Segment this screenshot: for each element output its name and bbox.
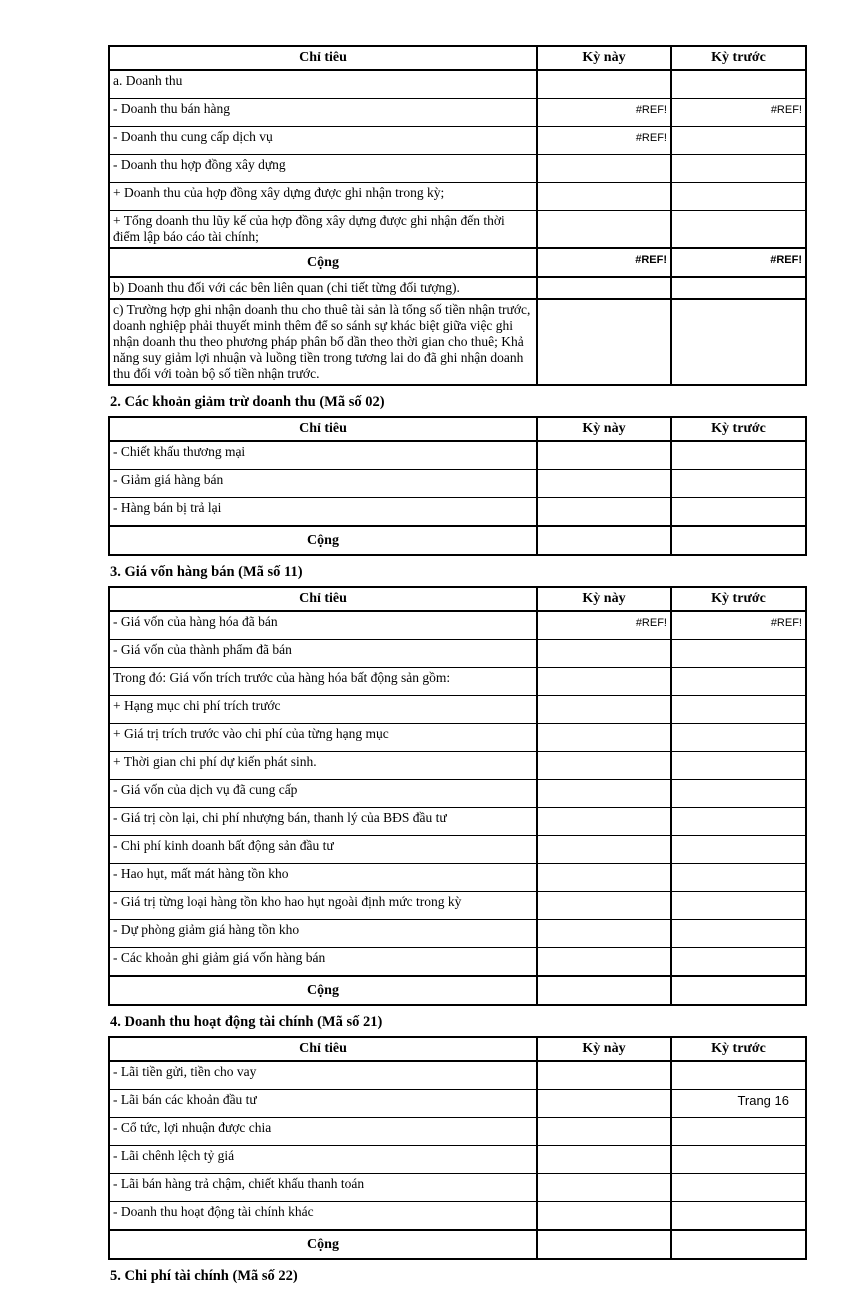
column-header-previous: Kỳ trước bbox=[671, 587, 806, 611]
value-previous: #REF! bbox=[671, 99, 806, 127]
value-previous: #REF! bbox=[671, 611, 806, 640]
column-header-label: Chỉ tiêu bbox=[109, 1037, 537, 1061]
value-previous bbox=[671, 668, 806, 696]
value-previous bbox=[671, 892, 806, 920]
table-row bbox=[109, 277, 806, 299]
value-current bbox=[537, 211, 671, 249]
header-row bbox=[109, 1037, 806, 1061]
value-current bbox=[537, 976, 671, 1005]
total-row bbox=[109, 976, 806, 1005]
value-current bbox=[537, 836, 671, 864]
table-row bbox=[109, 99, 806, 127]
table-row bbox=[109, 668, 806, 696]
row-label: - Giá trị còn lại, chi phí nhượng bán, thanh lý của BĐS đầu tư bbox=[109, 808, 537, 836]
row-label: - Hàng bán bị trả lại bbox=[109, 498, 537, 527]
row-label: - Giá vốn của thành phẩm đã bán bbox=[109, 640, 537, 668]
row-label: Cộng bbox=[109, 1230, 537, 1259]
header-row bbox=[109, 46, 806, 70]
table-row bbox=[109, 1118, 806, 1146]
value-previous bbox=[671, 441, 806, 470]
table-row bbox=[109, 441, 806, 470]
row-label: b) Doanh thu đối với các bên liên quan (chi tiết từng đối tượng). bbox=[109, 277, 537, 299]
table-row bbox=[109, 836, 806, 864]
value-previous bbox=[671, 976, 806, 1005]
table-row bbox=[109, 752, 806, 780]
value-previous bbox=[671, 1174, 806, 1202]
row-label: - Hao hụt, mất mát hàng tồn kho bbox=[109, 864, 537, 892]
header-row bbox=[109, 417, 806, 441]
value-current bbox=[537, 1202, 671, 1231]
value-current bbox=[537, 1174, 671, 1202]
row-label: - Lãi tiền gửi, tiền cho vay bbox=[109, 1061, 537, 1090]
total-row bbox=[109, 1230, 806, 1259]
row-label: - Doanh thu cung cấp dịch vụ bbox=[109, 127, 537, 155]
value-current: #REF! bbox=[537, 99, 671, 127]
row-label: - Dự phòng giảm giá hàng tồn kho bbox=[109, 920, 537, 948]
value-current bbox=[537, 780, 671, 808]
value-current bbox=[537, 277, 671, 299]
financial-table bbox=[108, 45, 807, 386]
value-previous bbox=[671, 836, 806, 864]
financial-table bbox=[108, 1036, 807, 1260]
table-row bbox=[109, 1146, 806, 1174]
table-row bbox=[109, 948, 806, 977]
value-previous bbox=[671, 127, 806, 155]
row-label: - Các khoản ghi giảm giá vốn hàng bán bbox=[109, 948, 537, 977]
value-previous bbox=[671, 780, 806, 808]
value-current bbox=[537, 498, 671, 527]
column-header-previous: Kỳ trước bbox=[671, 1037, 806, 1061]
value-current bbox=[537, 1118, 671, 1146]
value-current: #REF! bbox=[537, 611, 671, 640]
section-financial-income bbox=[108, 1014, 787, 1260]
value-previous bbox=[671, 299, 806, 385]
value-current bbox=[537, 948, 671, 977]
row-label: c) Trường hợp ghi nhận doanh thu cho thuê tài sản là tổng số tiền nhận trước, doanh nghiệp phải thuyết minh thêm để so sánh sự khác biệt giữa việc ghi nhận doanh thu theo phương pháp phân bổ dần theo thời gian cho thuê; Khả năng suy giảm lợi nhuận và luồng tiền trong tương lai do đã ghi nhận doanh thu đối với toàn bộ số tiền nhận trước. bbox=[109, 299, 537, 385]
table-row bbox=[109, 155, 806, 183]
section-heading: 5. Chi phí tài chính (Mã số 22) bbox=[110, 1268, 298, 1284]
column-header-label: Chỉ tiêu bbox=[109, 587, 537, 611]
row-label: - Chi phí kinh doanh bất động sản đầu tư bbox=[109, 836, 537, 864]
page-number: Trang 16 bbox=[737, 1093, 789, 1108]
value-current bbox=[537, 752, 671, 780]
row-label: - Doanh thu bán hàng bbox=[109, 99, 537, 127]
value-previous bbox=[671, 864, 806, 892]
value-previous bbox=[671, 155, 806, 183]
value-previous bbox=[671, 948, 806, 977]
row-label: - Doanh thu hoạt động tài chính khác bbox=[109, 1202, 537, 1231]
table-row bbox=[109, 780, 806, 808]
value-previous bbox=[671, 920, 806, 948]
table-row bbox=[109, 920, 806, 948]
value-current bbox=[537, 892, 671, 920]
value-previous bbox=[671, 526, 806, 555]
section-financial-expenses bbox=[108, 1268, 787, 1285]
value-current bbox=[537, 441, 671, 470]
row-label: - Giá vốn của hàng hóa đã bán bbox=[109, 611, 537, 640]
value-current bbox=[537, 155, 671, 183]
value-current bbox=[537, 1061, 671, 1090]
value-current bbox=[537, 640, 671, 668]
section-cost-of-goods-sold bbox=[108, 564, 802, 1006]
value-current: #REF! bbox=[537, 127, 671, 155]
value-current bbox=[537, 724, 671, 752]
table-row bbox=[109, 1174, 806, 1202]
value-current bbox=[537, 1146, 671, 1174]
value-previous: #REF! bbox=[671, 248, 806, 277]
value-current bbox=[537, 668, 671, 696]
column-header-label: Chỉ tiêu bbox=[109, 417, 537, 441]
value-previous bbox=[671, 696, 806, 724]
row-label: - Giá vốn của dịch vụ đã cung cấp bbox=[109, 780, 537, 808]
table-row bbox=[109, 183, 806, 211]
value-previous bbox=[671, 640, 806, 668]
value-previous bbox=[671, 724, 806, 752]
column-header-current: Kỳ này bbox=[537, 417, 671, 441]
value-previous bbox=[671, 211, 806, 249]
financial-table bbox=[108, 416, 807, 556]
table-row bbox=[109, 864, 806, 892]
table-row bbox=[109, 1061, 806, 1090]
table-row bbox=[109, 640, 806, 668]
value-previous bbox=[671, 498, 806, 527]
value-previous bbox=[671, 470, 806, 498]
section-revenue-deductions bbox=[108, 394, 787, 556]
value-current bbox=[537, 183, 671, 211]
value-current: #REF! bbox=[537, 248, 671, 277]
row-label: - Chiết khấu thương mại bbox=[109, 441, 537, 470]
table-row bbox=[109, 70, 806, 99]
column-header-label: Chỉ tiêu bbox=[109, 46, 537, 70]
row-label: + Hạng mục chi phí trích trước bbox=[109, 696, 537, 724]
value-previous bbox=[671, 70, 806, 99]
table-row bbox=[109, 127, 806, 155]
total-row bbox=[109, 248, 806, 277]
row-label: - Lãi chênh lệch tỷ giá bbox=[109, 1146, 537, 1174]
row-label: Cộng bbox=[109, 526, 537, 555]
column-header-current: Kỳ này bbox=[537, 46, 671, 70]
table-row bbox=[109, 211, 806, 249]
table-row bbox=[109, 299, 806, 385]
row-label: - Cổ tức, lợi nhuận được chia bbox=[109, 1118, 537, 1146]
value-current bbox=[537, 920, 671, 948]
row-label: a. Doanh thu bbox=[109, 70, 537, 99]
row-label: + Tổng doanh thu lũy kế của hợp đồng xây dựng được ghi nhận đến thời điểm lập báo cáo tài chính; bbox=[109, 211, 537, 249]
section-heading: 2. Các khoản giảm trừ doanh thu (Mã số 02) bbox=[110, 394, 385, 410]
row-label: - Lãi bán hàng trả chậm, chiết khấu thanh toán bbox=[109, 1174, 537, 1202]
table-row bbox=[109, 696, 806, 724]
row-label: - Lãi bán các khoản đầu tư bbox=[109, 1090, 537, 1118]
value-previous bbox=[671, 1118, 806, 1146]
value-current bbox=[537, 299, 671, 385]
financial-table bbox=[108, 586, 807, 1006]
value-previous bbox=[671, 752, 806, 780]
table-row bbox=[109, 808, 806, 836]
value-current bbox=[537, 70, 671, 99]
row-label: - Giá trị từng loại hàng tồn kho hao hụt ngoài định mức trong kỳ bbox=[109, 892, 537, 920]
row-label: + Thời gian chi phí dự kiến phát sinh. bbox=[109, 752, 537, 780]
section-heading: 4. Doanh thu hoạt động tài chính (Mã số 21) bbox=[110, 1014, 383, 1030]
value-current bbox=[537, 1230, 671, 1259]
value-previous bbox=[671, 808, 806, 836]
column-header-previous: Kỳ trước bbox=[671, 417, 806, 441]
row-label: Cộng bbox=[109, 248, 537, 277]
value-current bbox=[537, 696, 671, 724]
row-label: + Giá trị trích trước vào chi phí của từng hạng mục bbox=[109, 724, 537, 752]
row-label: + Doanh thu của hợp đồng xây dựng được ghi nhận trong kỳ; bbox=[109, 183, 537, 211]
row-label: - Giảm giá hàng bán bbox=[109, 470, 537, 498]
table-row bbox=[109, 611, 806, 640]
table-row bbox=[109, 470, 806, 498]
value-current bbox=[537, 808, 671, 836]
header-row bbox=[109, 587, 806, 611]
table-row bbox=[109, 498, 806, 527]
column-header-current: Kỳ này bbox=[537, 1037, 671, 1061]
row-label: - Doanh thu hợp đồng xây dựng bbox=[109, 155, 537, 183]
value-current bbox=[537, 470, 671, 498]
table-row bbox=[109, 892, 806, 920]
table-row bbox=[109, 1202, 806, 1231]
total-row bbox=[109, 526, 806, 555]
section-heading: 3. Giá vốn hàng bán (Mã số 11) bbox=[110, 564, 303, 580]
value-previous bbox=[671, 1230, 806, 1259]
column-header-current: Kỳ này bbox=[537, 587, 671, 611]
section-revenue bbox=[108, 45, 802, 386]
value-previous bbox=[671, 183, 806, 211]
table-row bbox=[109, 724, 806, 752]
value-previous bbox=[671, 1146, 806, 1174]
column-header-previous: Kỳ trước bbox=[671, 46, 806, 70]
row-label: Cộng bbox=[109, 976, 537, 1005]
row-label: Trong đó: Giá vốn trích trước của hàng hóa bất động sản gồm: bbox=[109, 668, 537, 696]
value-previous bbox=[671, 1061, 806, 1090]
value-previous bbox=[671, 277, 806, 299]
value-current bbox=[537, 526, 671, 555]
value-previous bbox=[671, 1202, 806, 1231]
value-current bbox=[537, 864, 671, 892]
